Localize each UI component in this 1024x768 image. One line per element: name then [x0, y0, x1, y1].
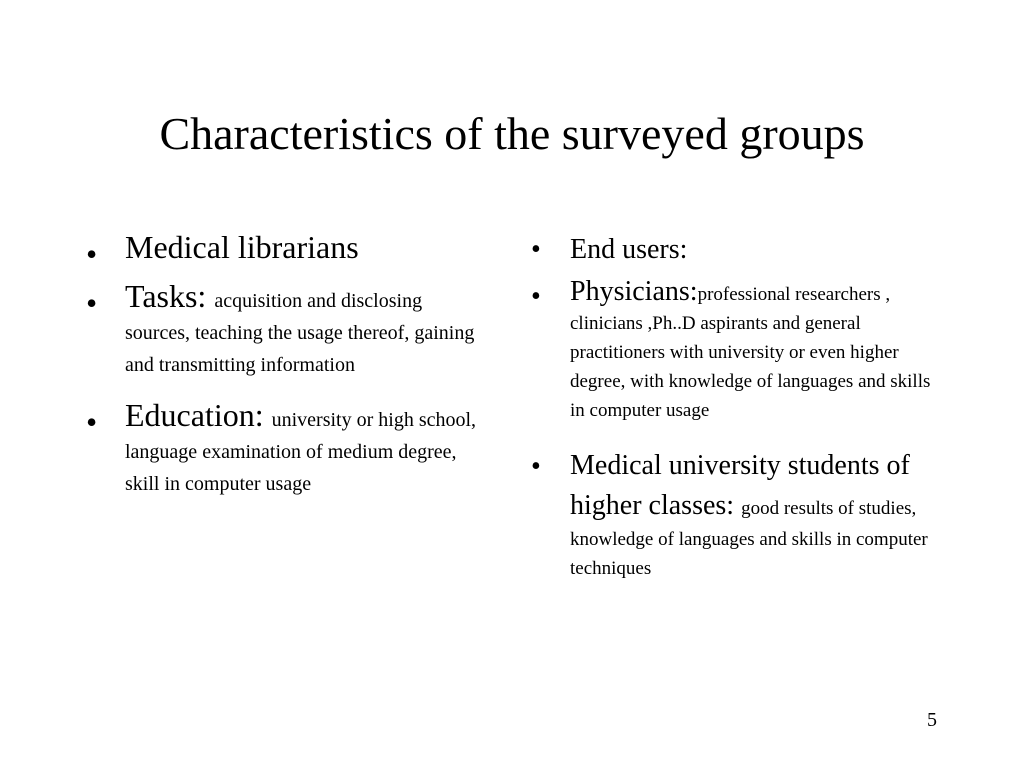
- item-heading: Medical university students of higher classes:: [570, 450, 910, 521]
- bullet-icon: •: [531, 451, 541, 482]
- item-heading: Physicians:: [570, 276, 698, 307]
- item-heading: Education:: [125, 397, 272, 433]
- left-bullet-list: [86, 229, 492, 519]
- list-item: [531, 278, 941, 426]
- bullet-icon: •: [86, 404, 98, 440]
- page-number: 5: [927, 709, 937, 731]
- bullet-icon: •: [531, 234, 541, 265]
- bullet-icon: •: [86, 236, 98, 272]
- item-detail: acquisition and disclosing sources, teaching the usage thereof, gaining and transmitting information: [125, 290, 475, 376]
- list-item: [531, 446, 941, 584]
- list-item: [86, 229, 492, 272]
- bullet-icon: •: [531, 281, 541, 312]
- list-item: [86, 397, 492, 501]
- item-heading: End users:: [570, 234, 688, 265]
- slide-title: Characteristics of the surveyed groups: [159, 108, 865, 159]
- right-bullet-list: [531, 230, 941, 584]
- list-item: [531, 230, 941, 270]
- item-heading: Tasks:: [125, 278, 215, 314]
- item-detail: university or high school, language examination of medium degree, skill in computer usage: [125, 409, 477, 495]
- item-detail: professional researchers , clinicians ,Ph..D aspirants and general practitioners with university or even higher degree, with knowledge of languages and skills in computer usage: [570, 284, 931, 421]
- item-heading: Medical librarians: [125, 229, 359, 265]
- bullet-icon: •: [86, 285, 98, 321]
- item-detail: good results of studies, knowledge of languages and skills in computer techniques: [570, 498, 928, 579]
- list-item: [86, 278, 492, 382]
